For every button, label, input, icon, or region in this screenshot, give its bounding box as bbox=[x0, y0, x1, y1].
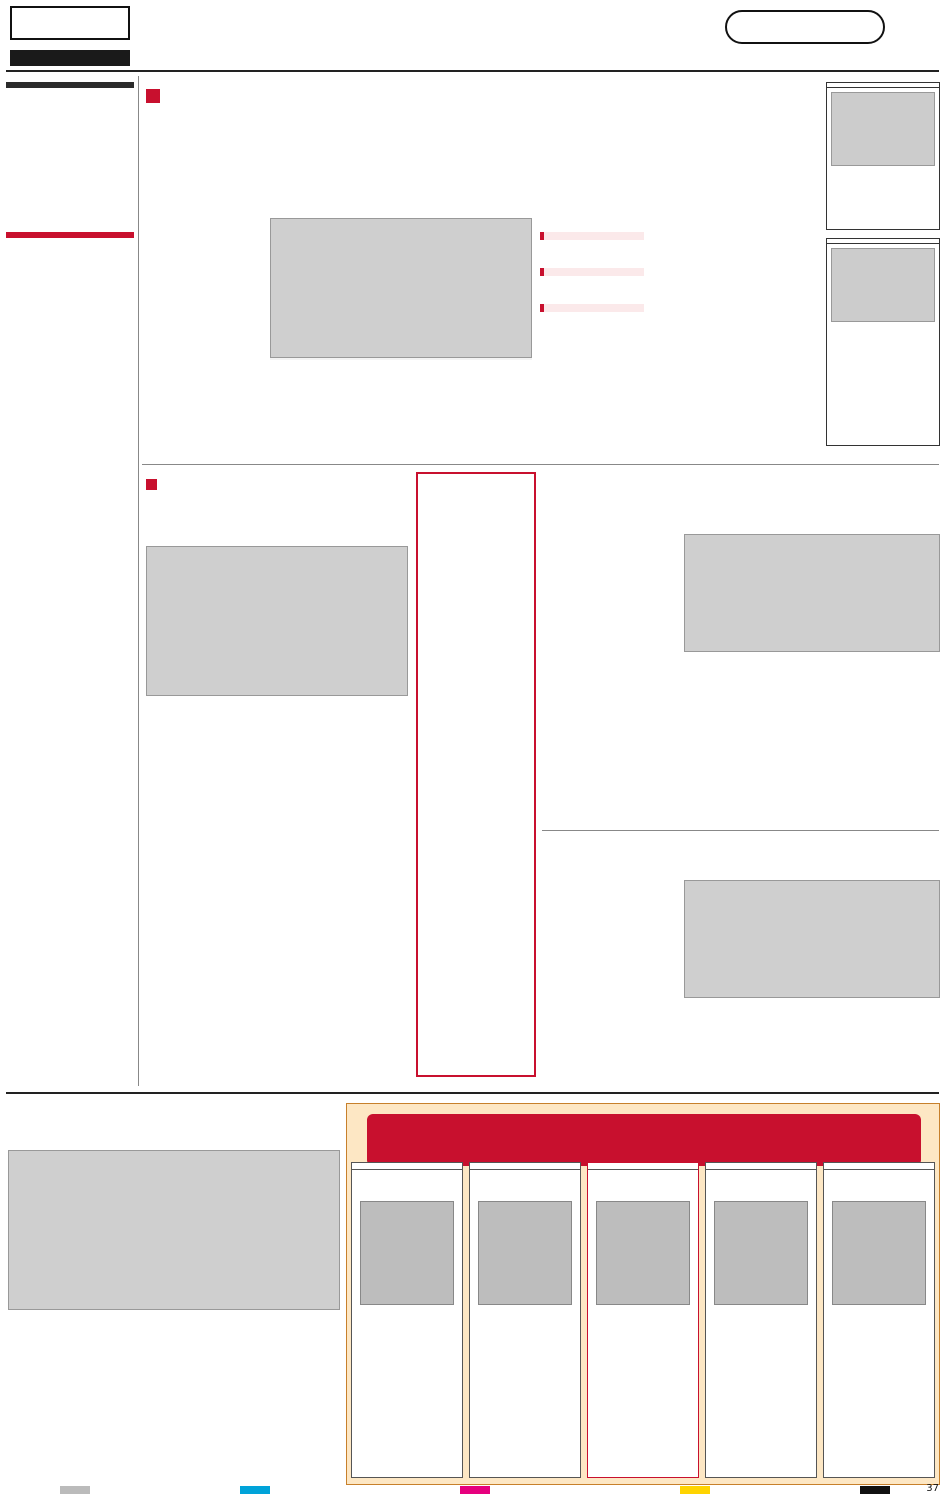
literature-body bbox=[814, 656, 940, 826]
red-square-icon bbox=[146, 89, 160, 103]
ad-card-head bbox=[352, 1163, 462, 1170]
hospital-building-photo bbox=[146, 546, 408, 696]
masthead bbox=[10, 6, 130, 54]
section-title bbox=[725, 10, 885, 44]
ad-card-head bbox=[470, 1163, 580, 1170]
ad-card-head bbox=[588, 1163, 698, 1170]
memorial-body bbox=[827, 326, 939, 330]
hospital-body bbox=[280, 712, 410, 1066]
advertisement-title bbox=[367, 1114, 921, 1166]
briefs-label bbox=[6, 232, 134, 238]
ad-card-photo bbox=[714, 1201, 808, 1305]
blood-camp-body bbox=[8, 1334, 172, 1484]
ad-card-photo bbox=[478, 1201, 572, 1305]
ad-card-body bbox=[592, 1333, 696, 1473]
memorial-photo bbox=[831, 92, 935, 166]
events-label bbox=[6, 82, 134, 88]
memorial-card bbox=[826, 82, 940, 230]
memorial-card bbox=[826, 238, 940, 446]
literature-body bbox=[684, 656, 810, 826]
newspaper-logo bbox=[10, 6, 130, 40]
memorial-body bbox=[827, 170, 939, 174]
brief-body bbox=[6, 244, 134, 434]
boxed-story bbox=[416, 472, 536, 1077]
ad-card bbox=[587, 1162, 699, 1478]
lead-body-bottom bbox=[404, 372, 534, 462]
hospital-kicker bbox=[146, 474, 406, 492]
section-rule bbox=[542, 830, 939, 831]
ad-card-photo bbox=[596, 1201, 690, 1305]
registration-mark bbox=[60, 1486, 90, 1494]
brief-body bbox=[6, 772, 134, 932]
column-rule bbox=[138, 76, 139, 1086]
section-rule bbox=[142, 464, 939, 465]
cards-body bbox=[814, 1002, 940, 1080]
cards-event-photo bbox=[684, 880, 940, 998]
ad-card-body bbox=[828, 1333, 932, 1473]
ad-card-photo bbox=[832, 1201, 926, 1305]
boxed-story-body bbox=[422, 486, 530, 1026]
registration-mark bbox=[860, 1486, 890, 1494]
memorial-advertisement bbox=[346, 1103, 940, 1485]
lead-body-right bbox=[650, 218, 818, 458]
lead-body-col1 bbox=[146, 230, 264, 450]
red-square-icon bbox=[146, 479, 157, 490]
briefs-column bbox=[6, 232, 134, 932]
lead-bullet bbox=[540, 304, 644, 312]
ad-card-body bbox=[356, 1333, 460, 1473]
lead-kicker bbox=[146, 82, 816, 106]
ad-card bbox=[823, 1162, 935, 1478]
ad-card bbox=[351, 1162, 463, 1478]
ad-card-head bbox=[706, 1163, 816, 1170]
top-rule bbox=[6, 70, 939, 72]
registration-mark bbox=[680, 1486, 710, 1494]
events-box bbox=[6, 82, 134, 94]
ad-card-head bbox=[824, 1163, 934, 1170]
section-rule bbox=[6, 1092, 939, 1094]
cards-body bbox=[544, 900, 676, 1080]
lead-bullet bbox=[540, 232, 644, 240]
memorial-photo bbox=[831, 248, 935, 322]
page-number bbox=[895, 10, 931, 44]
ad-card bbox=[469, 1162, 581, 1478]
lead-bullet bbox=[540, 268, 644, 276]
brief-body bbox=[6, 440, 134, 560]
memorial-head bbox=[827, 239, 939, 244]
registration-mark bbox=[460, 1486, 490, 1494]
lead-body-bottom bbox=[540, 362, 648, 462]
cards-body bbox=[684, 1002, 810, 1080]
registration-mark bbox=[240, 1486, 270, 1494]
hospital-body bbox=[146, 726, 276, 1066]
ad-card-body bbox=[710, 1333, 814, 1473]
meeting-photo bbox=[270, 218, 532, 358]
issue-date bbox=[10, 50, 130, 66]
brief-body bbox=[6, 566, 134, 766]
ad-card-photo bbox=[360, 1201, 454, 1305]
blood-camp-photo bbox=[8, 1150, 340, 1310]
literature-event-photo bbox=[684, 534, 940, 652]
meeting-photo-caption bbox=[270, 358, 532, 360]
literature-body bbox=[544, 556, 676, 826]
memorial-head bbox=[827, 83, 939, 88]
ad-card-body bbox=[474, 1333, 578, 1473]
ad-card bbox=[705, 1162, 817, 1478]
lead-body-bottom bbox=[270, 372, 400, 462]
blood-camp-body bbox=[176, 1334, 340, 1484]
folio-number: 37 bbox=[926, 1483, 939, 1494]
